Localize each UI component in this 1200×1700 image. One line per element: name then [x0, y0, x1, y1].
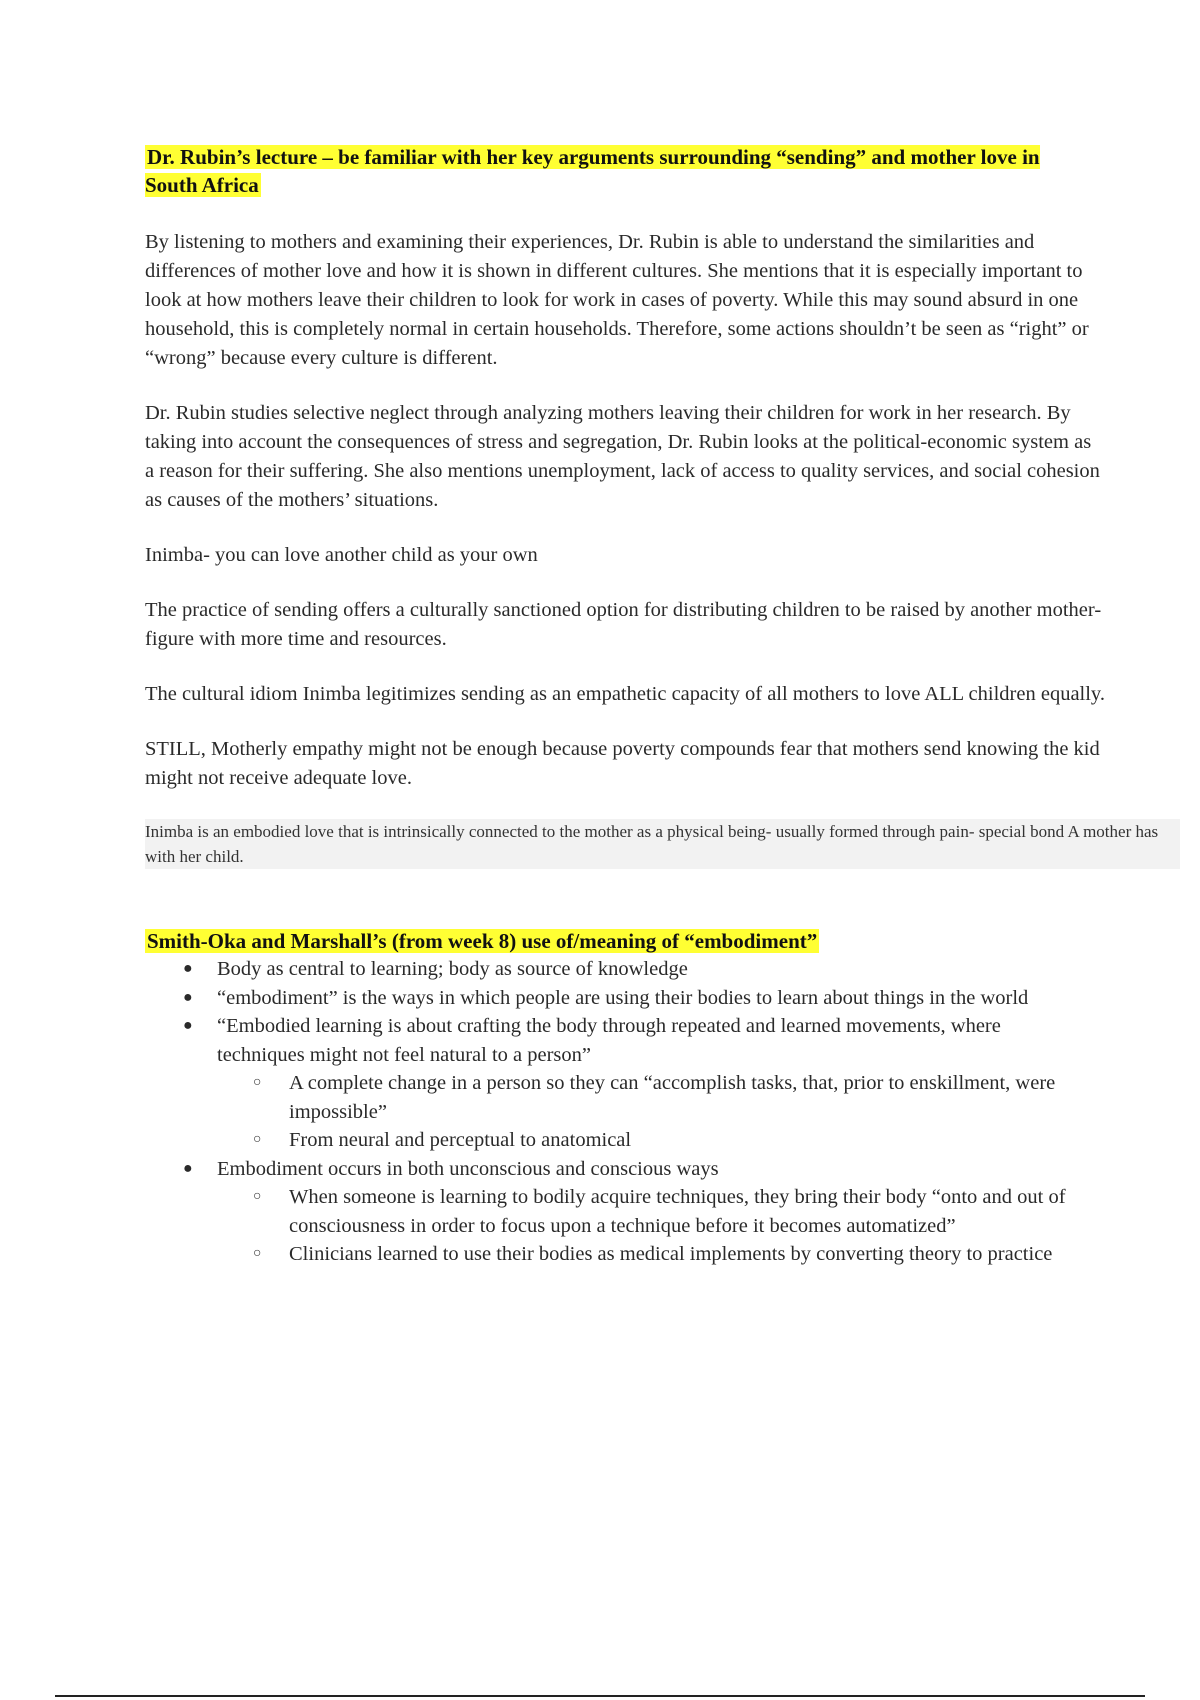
sub-list-item-text: Clinicians learned to use their bodies as medical implements by converting theory to practice [289, 1243, 1053, 1265]
paragraph: The practice of sending offers a culturally sanctioned option for distributing children to be raised by another mother-figure with more time and resources. [145, 599, 1102, 650]
paragraph: By listening to mothers and examining their experiences, Dr. Rubin is able to understand the similarities and differences of mother love and how it is shown in different cultures. She mentions that it is especially important to look at how mothers leave their children to look for work in cases of poverty. While this may sound absurd in one household, this is completely normal in certain households. Therefore, some actions shouldn’t be seen as “right” or “wrong” because every culture is different. [145, 231, 1089, 369]
paragraph: Dr. Rubin studies selective neglect through analyzing mothers leaving their children for work in her research. By taking into account the consequences of stress and segregation, Dr. Rubin looks at the political-economic system as a reason for their suffering. She also mentions unemployment, lack of access to quality services, and social cohesion as causes of the mothers’ situations. [145, 402, 1100, 511]
list-item-text: “embodiment” is the ways in which people are using their bodies to learn about things in the world [217, 986, 1029, 1009]
list-item-text: Embodiment occurs in both unconscious and conscious ways [217, 1157, 719, 1180]
list-item [145, 1155, 1085, 1269]
sub-bullet-list [217, 1183, 1085, 1269]
sub-list-item-text: From neural and perceptual to anatomical [289, 1129, 632, 1151]
paragraph: STILL, Motherly empathy might not be enough because poverty compounds fear that mothers send knowing the kid might not receive adequate love. [145, 738, 1100, 789]
sub-list-item-text: When someone is learning to bodily acquire techniques, they bring their body “onto and out of consciousness in order to focus upon a technique before it becomes automatized” [289, 1186, 1066, 1237]
circle-bullet-icon: ○ [253, 1189, 262, 1204]
small-note: Inimba is an embodied love that is intrinsically connected to the mother as a physical being- usually formed through pain- special bond A mother has with her child. [145, 819, 1180, 869]
bullet-icon: ● [183, 988, 193, 1006]
page-bottom-rule [55, 1695, 1145, 1697]
list-item [145, 955, 1085, 984]
list-item [145, 1012, 1085, 1155]
sub-list-item-text: A complete change in a person so they can “accomplish tasks, that, prior to enskillment, were impossible” [289, 1072, 1056, 1123]
sub-list-item [217, 1126, 1089, 1155]
sub-bullet-list [217, 1069, 1085, 1155]
bullet-icon: ● [183, 1159, 193, 1177]
list-item-text: “Embodied learning is about crafting the body through repeated and learned movements, where techniques might not feel natural to a person” [217, 1015, 1001, 1066]
highlighted-heading-text: Dr. Rubin’s lecture – be familiar with her key arguments surrounding “sending” and mother love in South Africa [145, 145, 1040, 197]
highlighted-heading-text: Smith-Oka and Marshall’s (from week 8) use of/meaning of “embodiment” [147, 929, 818, 953]
section-heading-rubin [145, 143, 1095, 199]
list-item-text: Body as central to learning; body as source of knowledge [217, 958, 688, 980]
sub-list-item [217, 1069, 1089, 1126]
section-heading-embodiment [145, 927, 1190, 955]
circle-bullet-icon: ○ [253, 1246, 262, 1261]
bullet-icon: ● [183, 960, 193, 977]
sub-list-item [217, 1183, 1089, 1240]
circle-bullet-icon: ○ [253, 1132, 262, 1147]
bullet-icon: ● [183, 1017, 193, 1034]
paragraph: Inimba- you can love another child as your own [145, 544, 538, 566]
list-item [145, 984, 1085, 1013]
document-page [145, 143, 1190, 1269]
embodiment-bullet-list [145, 955, 1190, 1269]
sub-list-item [217, 1240, 1089, 1269]
paragraph: The cultural idiom Inimba legitimizes sending as an empathetic capacity of all mothers to love ALL children equally. [145, 683, 1105, 705]
circle-bullet-icon: ○ [253, 1075, 262, 1090]
